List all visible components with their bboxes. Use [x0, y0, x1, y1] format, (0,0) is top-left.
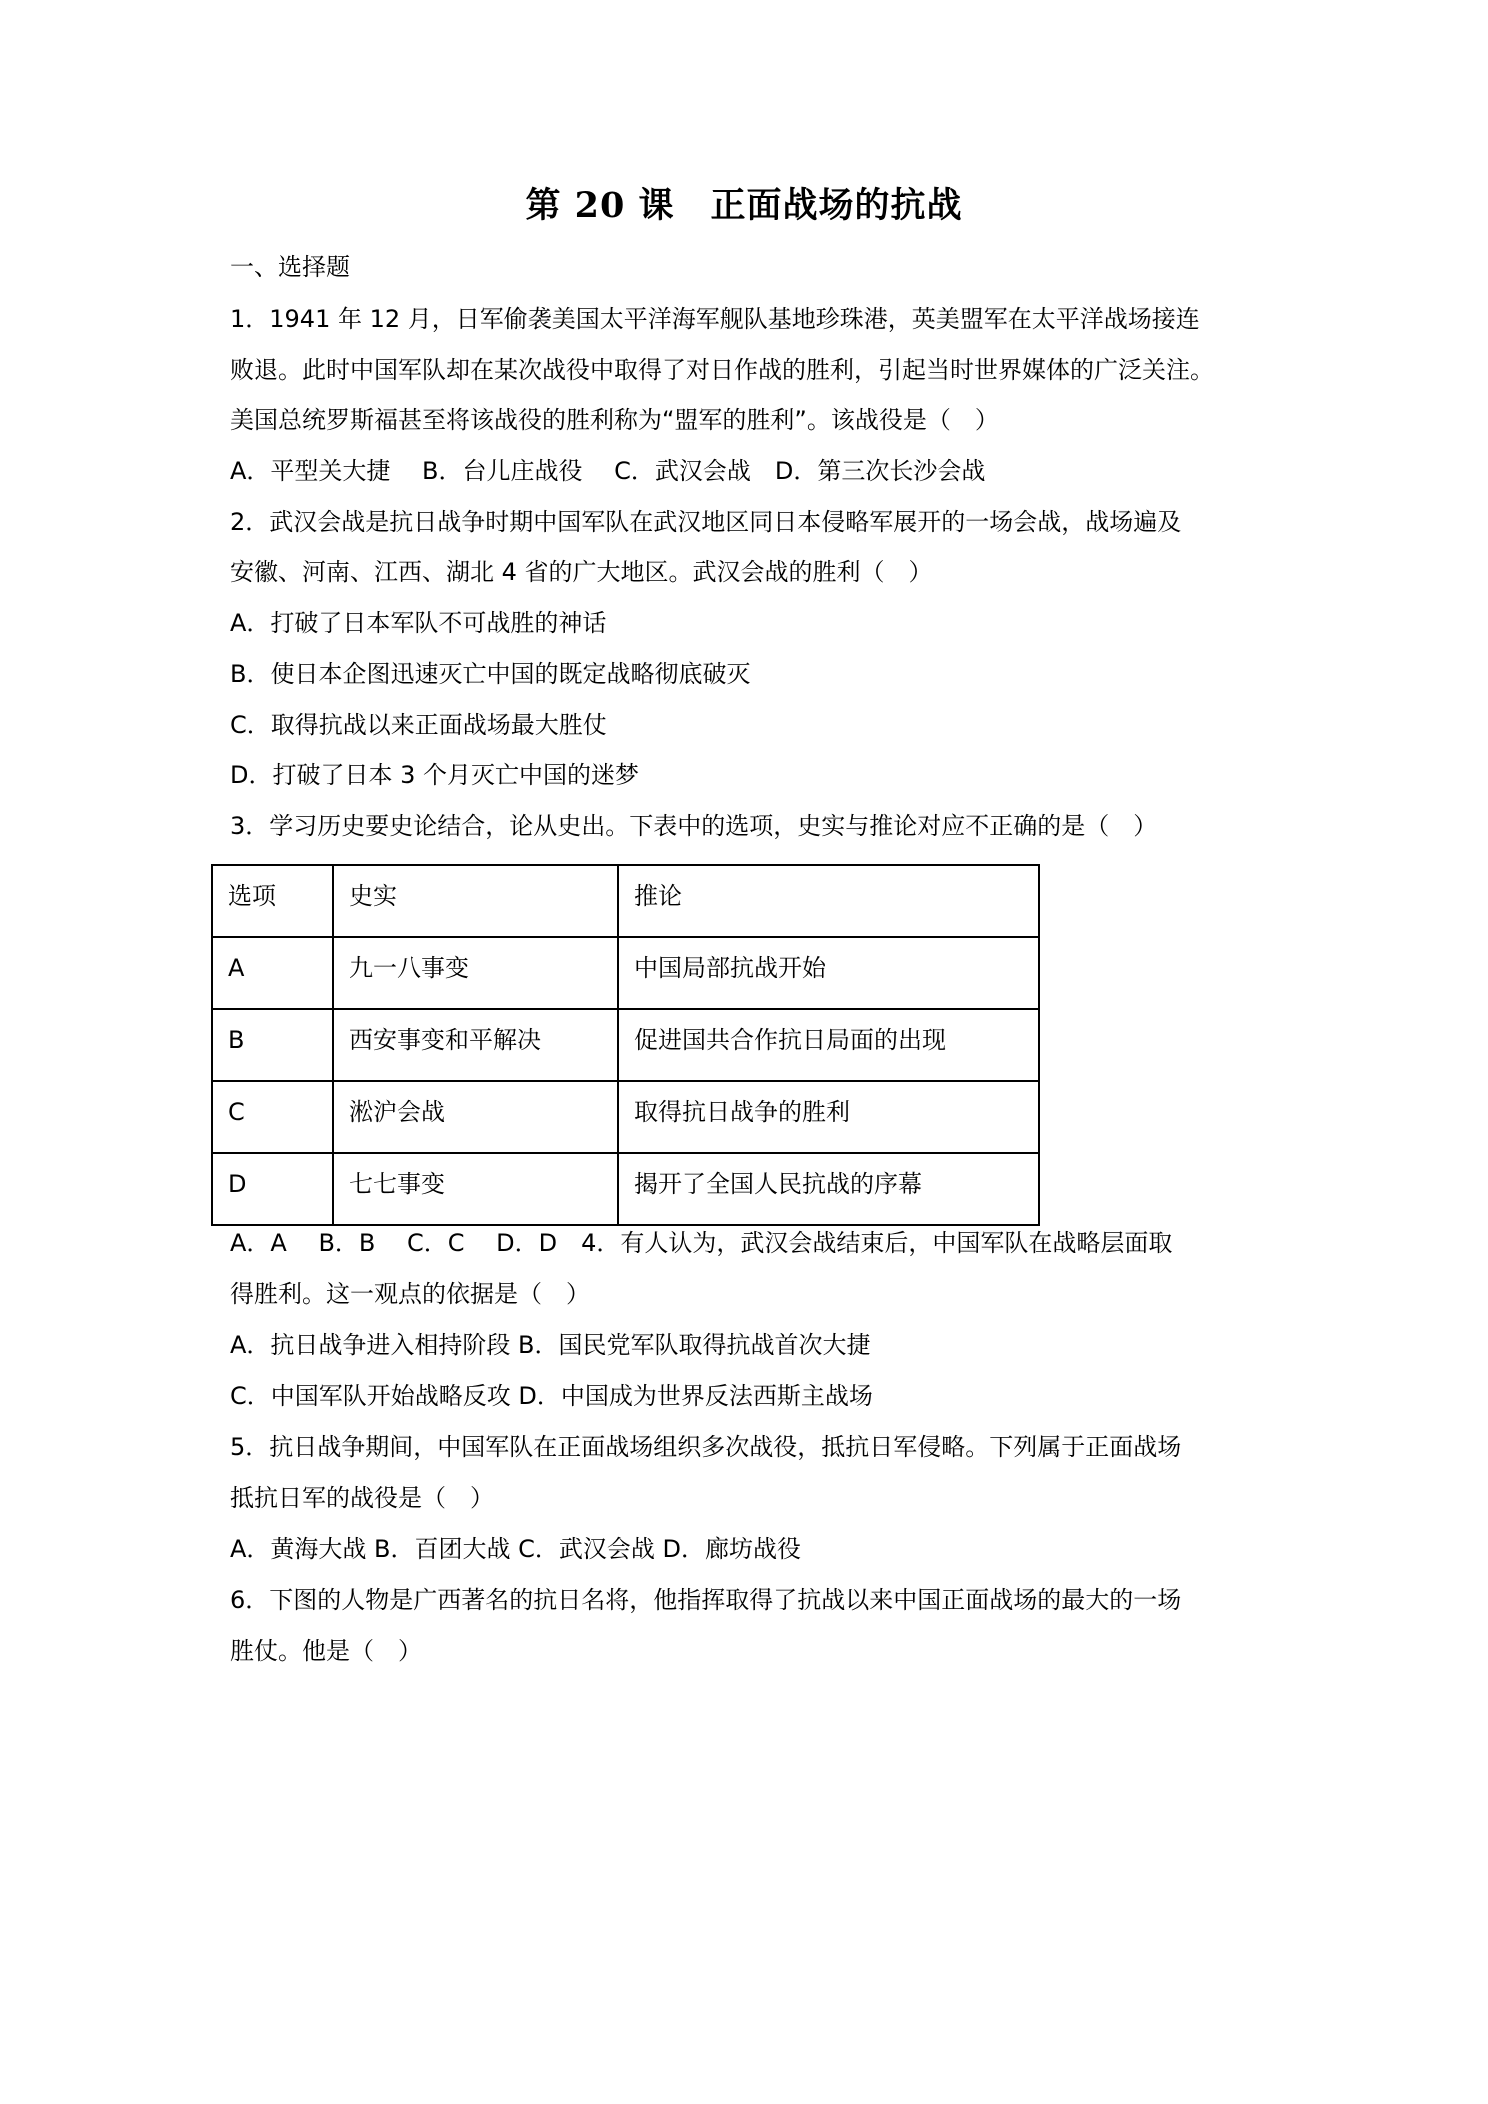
- question-6-line-1: 6．下图的人物是广西著名的抗日名将，他指挥取得了抗战以来中国正面战场的最大的一场: [230, 1586, 1182, 1614]
- question-6-line-2: 胜仗。他是（ ）: [230, 1637, 422, 1665]
- table-row: [212, 1153, 1039, 1225]
- question-1-line-2: 败退。此时中国军队却在某次战役中取得了对日作战的胜利，引起当时世界媒体的广泛关注。: [230, 356, 1214, 384]
- question-2-option-c: C．取得抗战以来正面战场最大胜仗: [230, 711, 607, 739]
- section-heading: 一、选择题: [230, 253, 350, 281]
- table-cell: 揭开了全国人民抗战的序幕: [618, 1153, 1039, 1225]
- question-3-stem: 3．学习历史要史论结合，论从史出。下表中的选项，史实与推论对应不正确的是（ ）: [230, 812, 1158, 840]
- table-cell: 七七事变: [333, 1153, 618, 1225]
- question-1-line-3: 美国总统罗斯福甚至将该战役的胜利称为“盟军的胜利”。该战役是（ ）: [230, 406, 999, 434]
- table-header-cell: 推论: [618, 865, 1039, 937]
- question-4-options-ab: A．抗日战争进入相持阶段 B．国民党军队取得抗战首次大捷: [230, 1331, 871, 1359]
- table-cell: 淞沪会战: [333, 1081, 618, 1153]
- table-row: [212, 1009, 1039, 1081]
- question-1-options: A．平型关大捷 B．台儿庄战役 C．武汉会战 D．第三次长沙会战: [230, 457, 986, 485]
- question-5-line-1: 5．抗日战争期间，中国军队在正面战场组织多次战役，抵抗日军侵略。下列属于正面战场: [230, 1433, 1182, 1461]
- question-5-line-2: 抵抗日军的战役是（ ）: [230, 1484, 494, 1512]
- question-1-line-1: 1．1941 年 12 月，日军偷袭美国太平洋海军舰队基地珍珠港，英美盟军在太平洋战场接连: [230, 305, 1200, 333]
- table-header-cell: 史实: [333, 865, 618, 937]
- table-cell: A: [212, 937, 333, 1009]
- table-header-row: [212, 865, 1039, 937]
- question-4-line-2: 得胜利。这一观点的依据是（ ）: [230, 1280, 590, 1308]
- question-4-options-cd: C．中国军队开始战略反攻 D．中国成为世界反法西斯主战场: [230, 1382, 873, 1410]
- page-title: 第 20 课 正面战场的抗战: [525, 185, 963, 226]
- question-3-table: [211, 864, 1040, 1226]
- table-row: [212, 1081, 1039, 1153]
- table-cell: D: [212, 1153, 333, 1225]
- question-2-option-a: A．打破了日本军队不可战胜的神话: [230, 609, 607, 637]
- table-cell: 九一八事变: [333, 937, 618, 1009]
- table-cell: 西安事变和平解决: [333, 1009, 618, 1081]
- table-header-cell: 选项: [212, 865, 333, 937]
- question-2-option-b: B．使日本企图迅速灭亡中国的既定战略彻底破灭: [230, 660, 751, 688]
- table-cell: 取得抗日战争的胜利: [618, 1081, 1039, 1153]
- table-cell: C: [212, 1081, 333, 1153]
- table-row: [212, 937, 1039, 1009]
- question-5-options: A．黄海大战 B．百团大战 C．武汉会战 D．廊坊战役: [230, 1535, 802, 1563]
- question-2-option-d: D．打破了日本 3 个月灭亡中国的迷梦: [230, 761, 640, 789]
- table-cell: 中国局部抗战开始: [618, 937, 1039, 1009]
- question-2-line-2: 安徽、河南、江西、湖北 4 省的广大地区。武汉会战的胜利（ ）: [230, 558, 933, 586]
- table-cell: 促进国共合作抗日局面的出现: [618, 1009, 1039, 1081]
- table-cell: B: [212, 1009, 333, 1081]
- question-2-line-1: 2．武汉会战是抗日战争时期中国军队在武汉地区同日本侵略军展开的一场会战，战场遍及: [230, 508, 1182, 536]
- question-3-options-and-question-4-line-1: A．A B．B C．C D．D 4．有人认为，武汉会战结束后，中国军队在战略层面取: [230, 1229, 1173, 1257]
